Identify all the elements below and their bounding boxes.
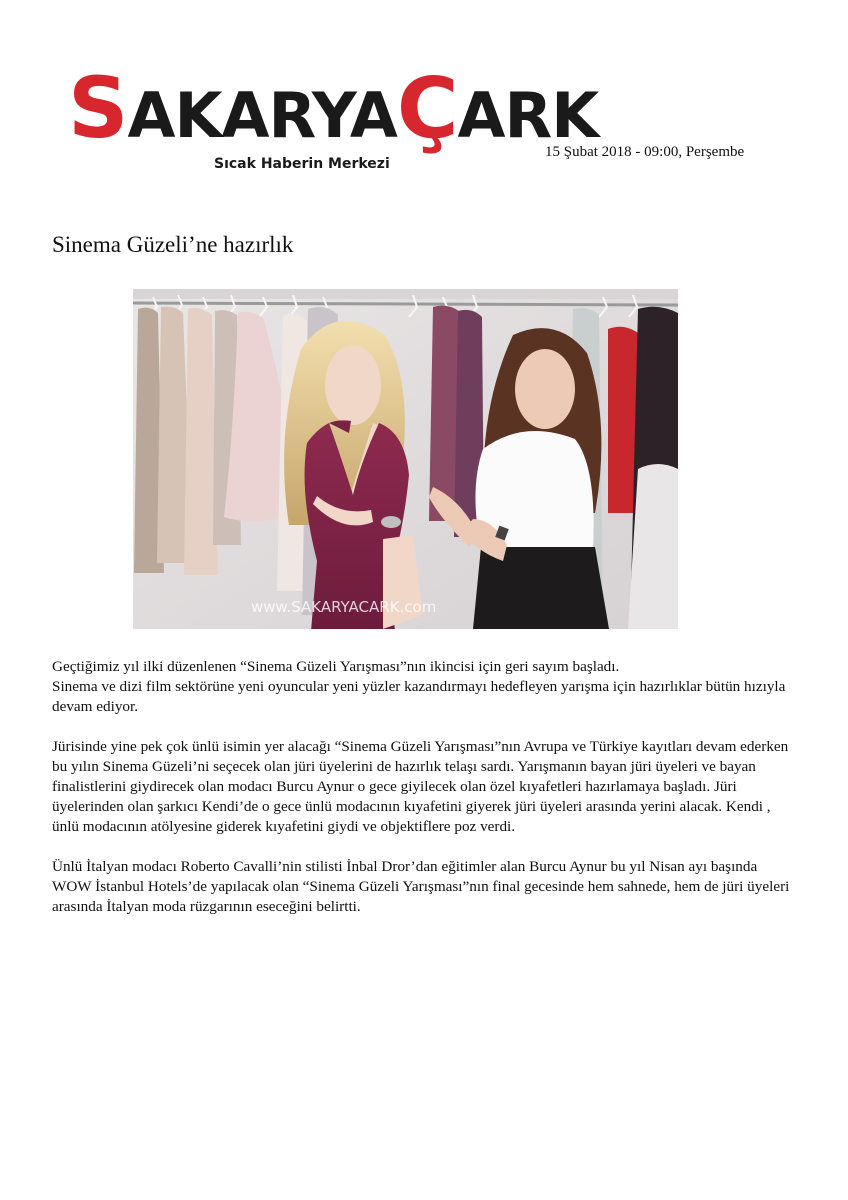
logo-letter-c: Ç [396, 59, 458, 157]
article-paragraph: Geçtiğimiz yıl ilki düzenlenen “Sinema Güzeli Yarışması”nın ikincisi için geri sayım başladı. [52, 658, 620, 675]
article-body [52, 657, 797, 937]
logo-letter-s: S [68, 59, 128, 157]
logo-word-ark: ARK [457, 79, 599, 152]
publish-date: 15 Şubat 2018 - 09:00, Perşembe [545, 144, 745, 160]
article-paragraph: Sinema ve dizi film sektörüne yeni oyuncular yeni yüzler kazandırmayı hedefleyen yarışma için hazırlıklar bütün hızıyla devam ediyor. [52, 678, 786, 715]
article-title: Sinema Güzeli’ne hazırlık [52, 232, 294, 257]
article-paragraph: Jürisinde yine pek çok ünlü isimin yer alacağı “Sinema Güzeli Yarışması”nın Avrupa ve Türkiye kayıtları devam ederken bu yılın Sinema Güzeli’ni seçecek olan jüri üyelerini de hazırlık telaşı sardı. Yarışmanın bayan jüri üyeleri ve bayan finalistlerini giydirecek olan modacı Burcu Aynur o gece giyilecek olan özel kıyafetleri hazırlamaya başladı. Jüri üyelerinden olan şarkıcı Kendi’de o gece ünlü modacının kıyafetini giyerek jüri üyeleri arasında yerini alacak. Kendi , ünlü modacının atölyesine giderek kıyafetini giydi ve objektiflere poz verdi. [52, 738, 789, 835]
photo-watermark: www.SAKARYACARK.com [251, 598, 437, 616]
logo-tagline: Sıcak Haberin Merkezi [214, 156, 390, 172]
article-photo [133, 289, 678, 629]
site-logo[interactable] [68, 59, 599, 178]
logo-wordmark [68, 59, 599, 157]
article-paragraph: Ünlü İtalyan modacı Roberto Cavalli’nin stilisti İnbal Dror’dan eğitimler alan Burcu Aynur bu yıl Nisan ayı başında WOW İstanbul Hotels’de yapılacak olan “Sinema Güzeli Yarışması”nın final gecesinde hem sahnede, hem de jüri üyeleri arasında İtalyan moda rüzgarının eseceğini belirtti. [52, 858, 790, 915]
logo-word-akarya: AKARYA [127, 79, 397, 152]
